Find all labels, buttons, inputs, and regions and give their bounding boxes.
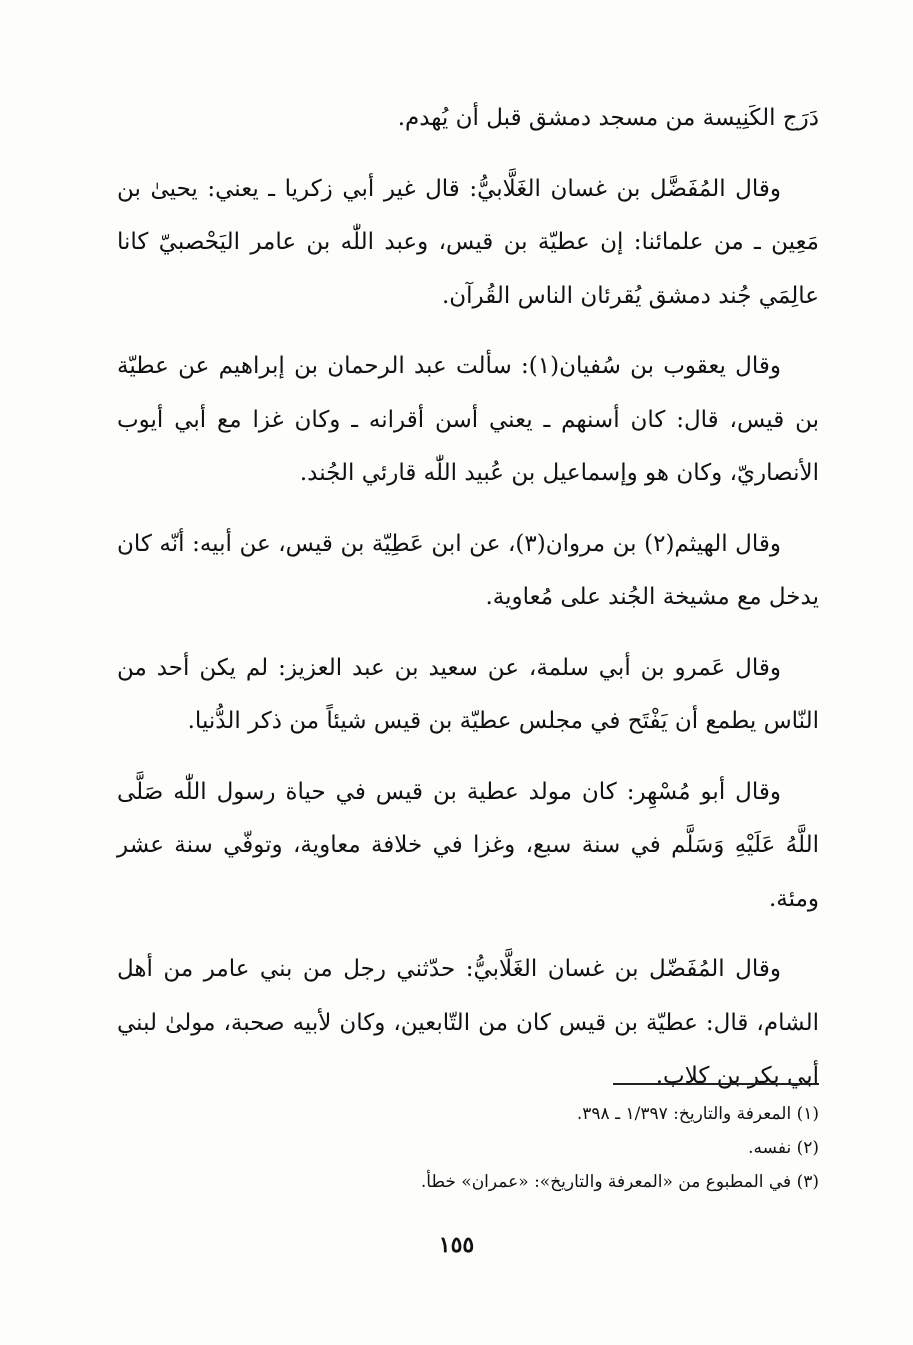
- paragraph-continuation: دَرَج الكَنِيسة من مسجد دمشق قبل أن يُهدم.: [397, 105, 819, 131]
- footnote-separator: [613, 1083, 819, 1085]
- paragraph-amr-abi-salama: وقال عَمرو بن أبي سلمة، عن سعيد بن عبد العزيز: لم يكن أحد من النّاس يطمع أن يَفْتَح في مجلس عطيّة بن قيس شيئاً من ذكر الدُّنيا.: [117, 654, 819, 734]
- footnotes: [117, 1097, 819, 1199]
- paragraph-mufaddal-shami: وقال المُفَضّل بن غسان الغَلَّابيُّ: حدّثني رجل من بني عامر من أهل الشام، قال: عطيّة بن قيس كان من التّابعين، وكان لأبيه صحبة، مولىٰ لبني أبي بكر بن كلاب.: [117, 956, 819, 1089]
- footnote-3: (٣) في المطبوع من «المعرفة والتاريخ»: «عمران» خطأ.: [420, 1172, 819, 1192]
- paragraph-yaqub-sufyan: وقال يعقوب بن سُفيان(١): سألت عبد الرحمان بن إبراهيم عن عطيّة بن قيس، قال: كان أسنهم ـ يعني أسن أقرانه ـ وكان غزا مع أبي أيوب الأنصاريّ، وكان هو وإسماعيل بن عُبيد اللّٰه قارئي الجُند.: [117, 353, 819, 486]
- paragraph-mufaddal-ghallabi: وقال المُفَضَّل بن غسان الغَلَّابيُّ: قال غير أبي زكريا ـ يعني: يحيىٰ بن مَعِين ـ من علمائنا: إن عطيّة بن قيس، وعبد اللّٰه بن عامر اليَحْصبيّ كانا عالِمَي جُند دمشق يُقرئان الناس القُرآن.: [117, 175, 819, 309]
- paragraph-abu-mushir: وقال أبو مُسْهِر: كان مولد عطية بن قيس في حياة رسول اللّٰه صَلَّى اللَّهُ عَلَيْهِ وَسَلَّم في سنة سبع، وغزا في خلافة معاوية، وتوفّي سنة عشر ومئة.: [117, 778, 819, 912]
- page-number: ١٥٥: [438, 1232, 475, 1258]
- footnote-1: (١) المعرفة والتاريخ: ١/٣٩٧ ـ ٣٩٨.: [576, 1104, 819, 1124]
- footnote-2: (٢) نفسه.: [748, 1138, 819, 1158]
- paragraph-haytham-marwan: وقال الهيثم(٢) بن مروان(٣)، عن ابن عَطِيّة بن قيس، عن أبيه: أنّه كان يدخل مع مشيخة الجُند على مُعاوية.: [117, 530, 819, 610]
- main-text: [117, 92, 819, 1121]
